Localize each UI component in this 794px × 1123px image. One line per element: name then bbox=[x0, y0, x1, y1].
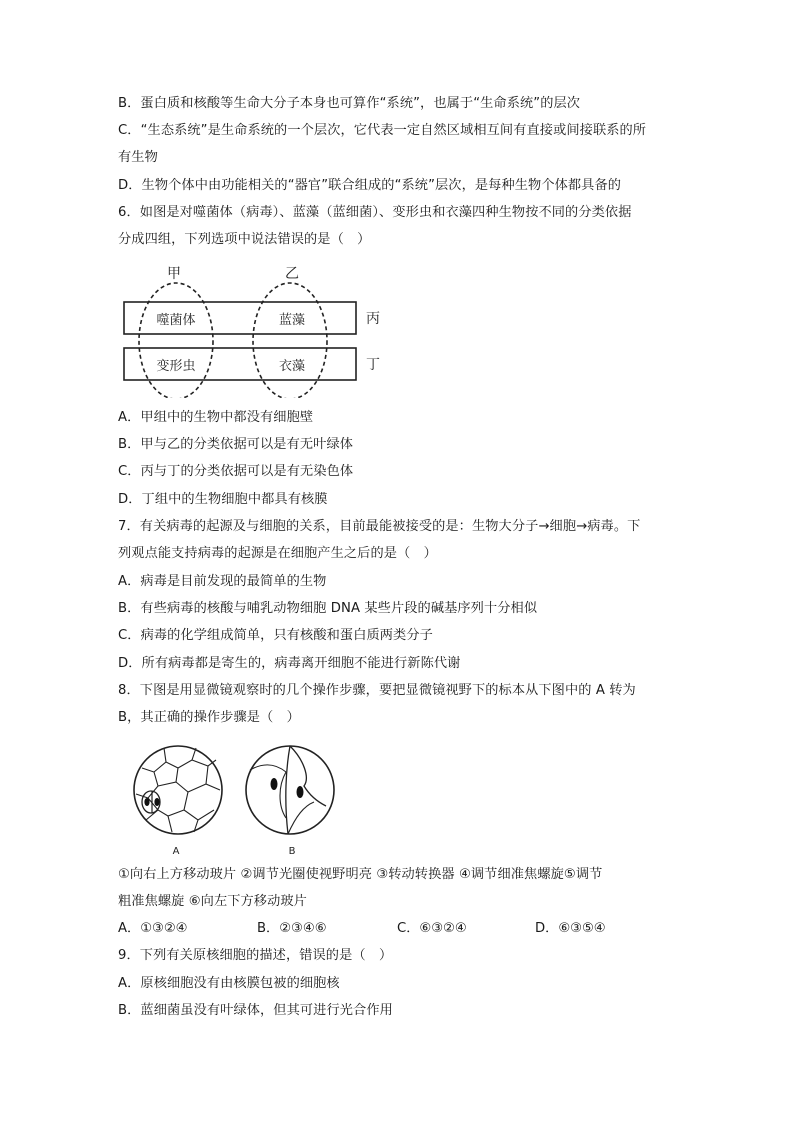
label-bing: 丙 bbox=[366, 311, 380, 327]
q9-stem: 9．下列有关原核细胞的描述，错误的是（ ） bbox=[118, 948, 393, 963]
q6-stem-line1: 6．如图是对噬菌体（病毒）、蓝藻（蓝细菌）、变形虫和衣藻四种生物按不同的分类依据 bbox=[118, 205, 632, 220]
q6-option-d: D．丁组中的生物细胞中都具有核膜 bbox=[118, 492, 328, 507]
label-field-a: A bbox=[172, 846, 180, 857]
q8-steps-line2: 粗准焦螺旋 ⑥向左下方移动玻片 bbox=[118, 894, 307, 909]
organism-phage: 噬菌体 bbox=[156, 313, 196, 328]
q5-option-c-line2: 有生物 bbox=[118, 150, 158, 165]
q6-option-c: C．丙与丁的分类依据可以是有无染色体 bbox=[118, 464, 354, 479]
q7-stem-line1: 7．有关病毒的起源及与细胞的关系，目前最能被接受的是：生物大分子→细胞→病毒。下 bbox=[118, 519, 641, 534]
q8-option-b: B．②③④⑥ bbox=[257, 921, 327, 936]
q7-option-a: A．病毒是目前发现的最简单的生物 bbox=[118, 574, 327, 589]
q8-stem-line1: 8．下图是用显微镜观察时的几个操作步骤，要把显微镜视野下的标本从下图中的 A 转为 bbox=[118, 683, 636, 698]
classification-diagram bbox=[110, 258, 400, 398]
field-b bbox=[246, 746, 334, 834]
organism-cyanobacteria: 蓝藻 bbox=[278, 313, 306, 328]
q5-option-b: B．蛋白质和核酸等生命大分子本身也可算作“系统”，也属于“生命系统”的层次 bbox=[118, 96, 581, 111]
microscope-fields-figure bbox=[128, 740, 348, 862]
q7-option-b: B．有些病毒的核酸与哺乳动物细胞 DNA 某些片段的碱基序列十分相似 bbox=[118, 601, 538, 616]
label-field-b: B bbox=[288, 846, 296, 857]
q7-option-d: D．所有病毒都是寄生的，病毒离开细胞不能进行新陈代谢 bbox=[118, 656, 461, 671]
q6-stem-line2: 分成四组，下列选项中说法错误的是（ ） bbox=[118, 232, 371, 247]
q5-option-d: D．生物个体中由功能相关的“器官”联合组成的“系统”层次，是每种生物个体都具备的 bbox=[118, 178, 622, 193]
q8-steps-line1: ①向右上方移动玻片 ②调节光圈使视野明亮 ③转动转换器 ④调节细准焦螺旋⑤调节 bbox=[118, 867, 603, 882]
q5-option-c-line1: C．“生态系统”是生命系统的一个层次，它代表一定自然区域相互间有直接或间接联系的所 bbox=[118, 123, 647, 138]
q8-stem-line2: B，其正确的操作步骤是（ ） bbox=[118, 710, 300, 725]
q8-option-a: A．①③②④ bbox=[118, 921, 188, 936]
q8-option-d: D．⑥③⑤④ bbox=[535, 921, 606, 936]
organism-chlamydomonas: 衣藻 bbox=[278, 359, 306, 374]
q9-option-b: B．蓝细菌虽没有叶绿体，但其可进行光合作用 bbox=[118, 1003, 393, 1018]
field-a bbox=[134, 746, 222, 834]
label-ding: 丁 bbox=[366, 357, 380, 373]
q7-option-c: C．病毒的化学组成简单，只有核酸和蛋白质两类分子 bbox=[118, 628, 433, 643]
label-yi: 乙 bbox=[285, 266, 299, 282]
q6-option-a: A．甲组中的生物中都没有细胞壁 bbox=[118, 410, 314, 425]
q9-option-a: A．原核细胞没有由核膜包被的细胞核 bbox=[118, 976, 340, 991]
q7-stem-line2: 列观点能支持病毒的起源是在细胞产生之后的是（ ） bbox=[118, 546, 437, 561]
q8-options-row bbox=[118, 920, 678, 938]
label-jia: 甲 bbox=[167, 266, 181, 282]
organism-amoeba: 变形虫 bbox=[156, 359, 196, 374]
q6-option-b: B．甲与乙的分类依据可以是有无叶绿体 bbox=[118, 437, 354, 452]
q8-option-c: C．⑥③②④ bbox=[397, 921, 467, 936]
